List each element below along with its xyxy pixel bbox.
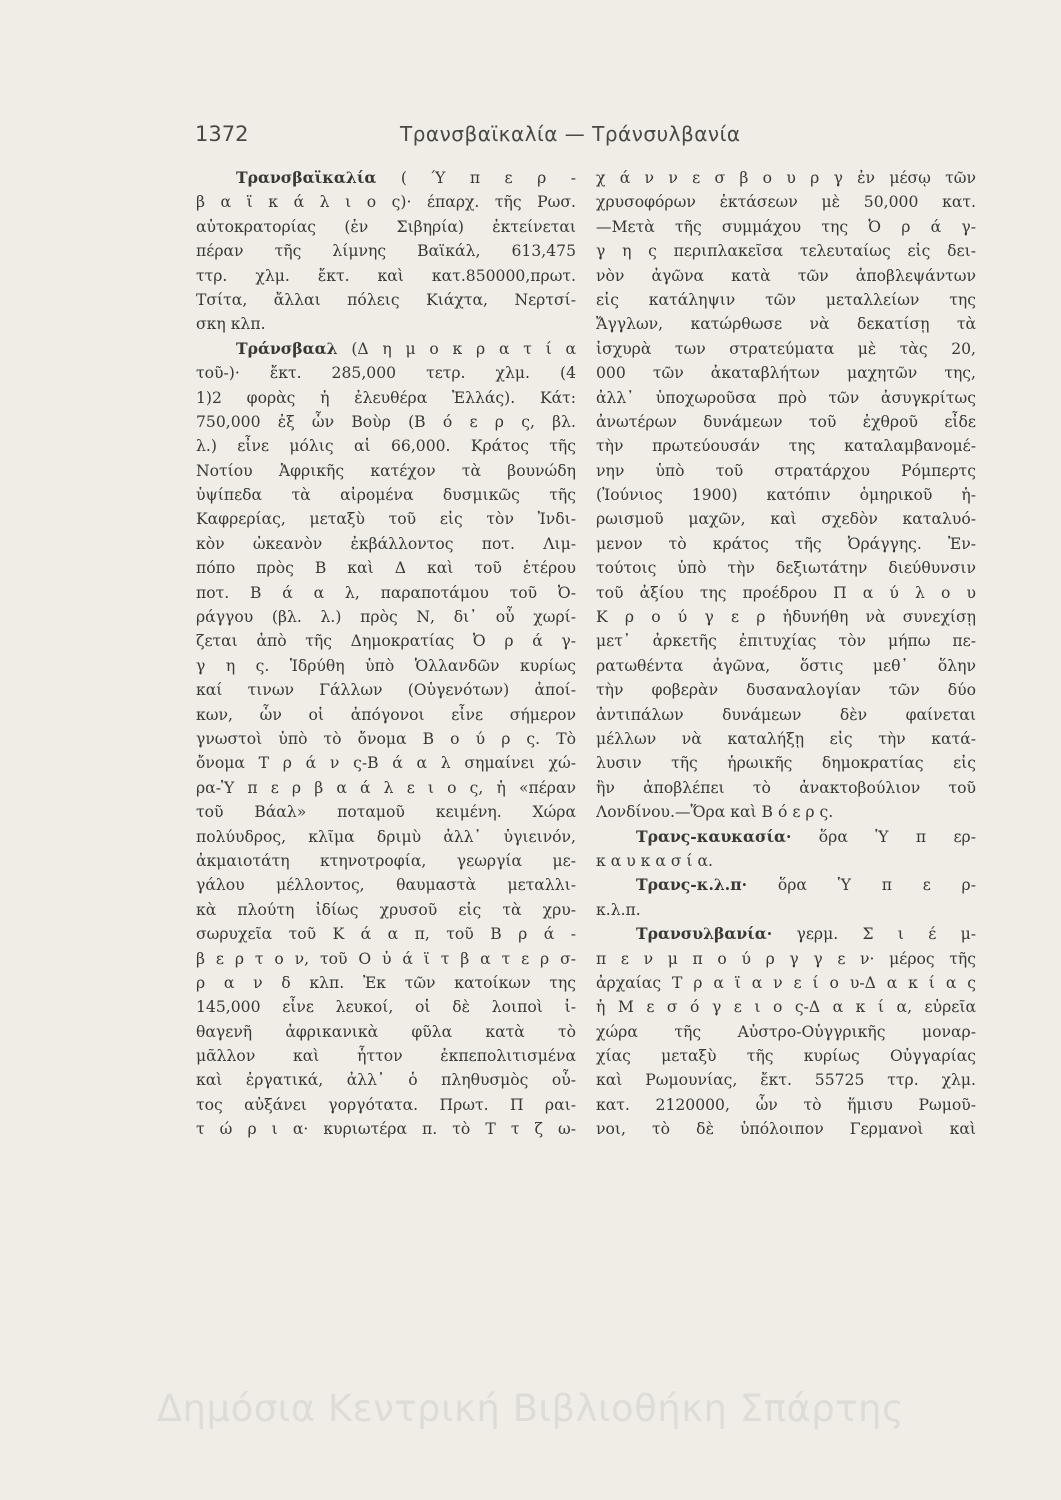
text-line: ζεται ἀπὸ τῆς Δημοκρατίας Ὀ ρ ά γ- <box>196 632 576 651</box>
text-line: καὶ ἐργατικά, ἀλλ᾽ ὁ πληθυσμὸς οὗ- <box>196 1071 576 1090</box>
text-line: τοῦ ἀξίου της προέδρου Π α ύ λ ο υ <box>596 583 976 602</box>
text-line: γ η ς. Ἱδρύθη ὑπὸ Ὁλλανδῶν κυρίως <box>196 656 576 675</box>
text-line: γ η ς περιπλακεῖσα τελευταίως εἰς δει- <box>596 242 976 261</box>
text-line: κατ. 2120000, ὧν τὸ ἥμισυ Ρωμοῦ- <box>596 1095 976 1114</box>
text-line: θαγενῆ ἀφρικανικὰ φῦλα κατὰ τὸ <box>196 1022 576 1041</box>
text-line: 145,000 εἶνε λευκοί, οἱ δὲ λοιποὶ ἰ- <box>196 998 576 1017</box>
text-line: Λονδίνου.—Ὅρα καὶ Β ό ε ρ ς. <box>596 803 834 822</box>
text-line: σωρυχεῖα τοῦ Κ ά α π, τοῦ Β ρ ά - <box>196 925 576 944</box>
text-line: νὸν ἀγῶνα κατὰ τῶν ἀποβλεψάντων <box>596 266 976 285</box>
text-line: Τρανς-κ.λ.π· ὅρα Ὑ π ε ρ- <box>636 875 976 895</box>
text-line: ρατωθέντα ἀγῶνα, ὅστις μεθ᾽ ὅλην <box>596 656 976 675</box>
text-line: λυσιν τῆς ἡρωικῆς δημοκρατίας εἰς <box>596 754 976 773</box>
text-line: 1)2 φορὰς ἡ ἐλευθέρα Ἑλλάς). Κάτ: <box>196 388 576 407</box>
text-line: ὄνομα Τ ρ ά ν ς-Β ά α λ σημαίνει χώ- <box>196 754 576 773</box>
text-line: τοῦ-)· ἔκτ. 285,000 τετρ. χλμ. (4 <box>196 364 576 383</box>
text-line: ράγγου (βλ. λ.) πρὸς Ν, δι᾽ οὗ χωρί- <box>196 608 576 627</box>
text-line: τ ώ ρ ι α· κυριωτέρα π. τὸ Τ τ ζ ω- <box>196 1120 576 1139</box>
text-line: νην ὑπὸ τοῦ στρατάρχου Ρόμπερτς <box>596 461 976 480</box>
text-line: ποτ. Β ά α λ, παραποτάμου τοῦ Ὀ- <box>196 583 576 602</box>
text-line: ὑψίπεδα τὰ αἰρομένα δυσμικῶς τῆς <box>196 486 576 505</box>
text-line: ἀνωτέρων δυνάμεων τοῦ ἐχθροῦ εἶδε <box>596 412 976 431</box>
text-line: ἀντιπάλων δυνάμεων δὲν φαίνεται <box>596 705 976 724</box>
text-line: ρ α ν δ κλπ. Ἐκ τῶν κατοίκων της <box>196 973 576 992</box>
text-line: τοῦ Βάαλ» ποταμοῦ κειμένη. Χώρα <box>196 803 576 822</box>
page-header <box>195 122 825 152</box>
text-line: μενον τὸ κράτος τῆς Ὀράγγης. Ἐν- <box>596 534 976 553</box>
text-line: κὸν ὠκεανὸν ἐκβάλλοντος ποτ. Λιμ- <box>196 534 576 553</box>
text-line: β α ϊ κ ά λ ι ο ς)· έπαρχ. τῆς Ρωσ. <box>196 193 576 212</box>
left-column <box>196 166 576 1142</box>
text-line: τούτοις ὑπὸ τὴν δεξιωτάτην διεύθυνσιν <box>596 559 976 578</box>
text-line: Νοτίου Ἀφρικῆς κατέχον τὰ βουνώδη <box>196 461 576 480</box>
text-line: ἀλλ᾽ ὑποχωροῦσα πρὸ τῶν ἀσυγκρίτως <box>596 388 976 407</box>
text-line: ἡ Μ ε σ ό γ ε ι ο ς-Δ α κ ί α, εὐρεῖα <box>596 998 976 1017</box>
text-line: ττρ. χλμ. ἔκτ. καὶ κατ.850000,πρωτ. <box>196 266 576 285</box>
text-line: χρυσοφόρων ἐκτάσεων μὲ 50,000 κατ. <box>596 193 976 212</box>
text-line: ἀκμαιοτάτη κτηνοτροφία, γεωργία με- <box>196 851 576 870</box>
text-line: Τσίτα, ἄλλαι πόλεις Κιάχτα, Νερτσί- <box>196 290 576 309</box>
text-line: ρωισμοῦ μαχῶν, καὶ σχεδὸν καταλυό- <box>596 510 976 529</box>
entry-headword: Τρανς-καυκασία· <box>636 826 792 846</box>
text-line: εἰς κατάληψιν τῶν μεταλλείων της <box>596 290 976 309</box>
text-line: γάλου μέλλοντος, θαυμαστὰ μεταλλι- <box>196 876 576 895</box>
text-line: ἰσχυρὰ των στρατεύματα μὲ τὰς 20, <box>596 339 976 358</box>
library-watermark: Δημόσια Κεντρική Βιβλιοθήκη Σπάρτης <box>156 1387 905 1430</box>
text-line: μᾶλλον καὶ ἧττον ἐκπεπολιτισμένα <box>196 1047 576 1066</box>
running-head: Τρανσβαϊκαλία — Τράνσυλβανία <box>400 122 741 146</box>
text-line: β ε ρ τ ο ν, τοῦ Ο ὐ ά ϊ τ β α τ ε ρ σ- <box>196 949 576 968</box>
text-line: ἀρχαίας Τ ρ α ϊ α ν ε ί ο υ-Δ α κ ί α ς <box>596 973 976 992</box>
text-line: λ.) εἶνε μόλις αἱ 66,000. Κράτος τῆς <box>196 437 576 456</box>
text-line: καί τινων Γάλλων (Οὑγενότων) ἀποί- <box>196 681 576 700</box>
text-line: Τρανσβαϊκαλία ( Ύ π ε ρ - <box>236 168 576 187</box>
text-line: Καφρερίας, μεταξὺ τοῦ εἰς τὸν Ἰνδι- <box>196 510 576 529</box>
entry-headword: Τράνσβααλ <box>236 338 338 358</box>
text-line: (Ἰούνιος 1900) κατόπιν ὁμηρικοῦ ἡ- <box>596 486 976 505</box>
page-number: 1372 <box>195 122 249 146</box>
text-line: αὐτοκρατορίας (ἐν Σιβηρία) ἐκτείνεται <box>196 217 576 236</box>
text-line: 750,000 ἐξ ὧν Βοὺρ (Β ό ε ρ ς, βλ. <box>196 412 576 431</box>
text-line: μετ᾽ ἀρκετῆς ἐπιτυχίας τὸν μήπω πε- <box>596 632 976 651</box>
text-line: ρα-Ὑ π ε ρ β α ά λ ε ι ο ς, ἡ «πέραν <box>196 778 576 797</box>
text-line: —Μετὰ τῆς συμμάχου της Ὀ ρ ά γ- <box>596 217 976 236</box>
text-line: χίας μεταξὺ τῆς κυρίως Οὐγγαρίας <box>596 1047 976 1066</box>
text-line: τος αὐξάνει γοργότατα. Πρωτ. Π ραι- <box>196 1095 576 1114</box>
text-line: τὴν πρωτεύουσάν της καταλαμβανομέ- <box>596 437 976 456</box>
text-line: Κ ρ ο ύ γ ε ρ ἠδυνήθη νὰ συνεχίσῃ <box>596 608 976 627</box>
right-column <box>596 166 976 1142</box>
text-line: κων, ὧν οἱ ἀπόγονοι εἶνε σήμερον <box>196 705 576 724</box>
text-line: τὴν φοβερὰν δυσαναλογίαν τῶν δύο <box>596 681 976 700</box>
text-line: σκη κλπ. <box>196 315 266 334</box>
entry-headword: Τρανσβαϊκαλία <box>236 168 377 187</box>
text-line: ἣν ἀποβλέπει τὸ ἀνακτοβούλιον τοῦ <box>596 778 976 797</box>
text-line: πέραν τῆς λίμνης Βαϊκάλ, 613,475 <box>196 242 576 261</box>
text-line: Τρανσυλβανία· γερμ. Σ ι έ μ- <box>636 924 976 944</box>
text-line: χώρα τῆς Αὐστρο-Οὐγγρικῆς μοναρ- <box>596 1022 976 1041</box>
entry-headword: Τρανσυλβανία· <box>636 924 773 944</box>
text-line: Ἄγγλων, κατώρθωσε νὰ δεκατίσῃ τὰ <box>596 315 976 334</box>
text-line: νοι, τὸ δὲ ὑπόλοιπον Γερμανοὶ καὶ <box>596 1120 976 1139</box>
text-line: Τρανς-καυκασία· ὅρα Ὑ π ερ- <box>636 826 976 846</box>
text-line: κ.λ.π. <box>596 900 641 919</box>
text-line: κ α υ κ α σ ί α. <box>596 851 713 870</box>
text-line: πόπο πρὸς Β καὶ Δ καὶ τοῦ ἑτέρου <box>196 559 576 578</box>
entry-headword: Τρανς-κ.λ.π· <box>636 875 748 895</box>
text-line: κὰ πλούτη ἰδίως χρυσοῦ εἰς τὰ χρυ- <box>196 900 576 919</box>
text-line: 000 τῶν ἀκαταβλήτων μαχητῶν της, <box>596 364 976 383</box>
text-line: χ ά ν ν ε σ β ο υ ρ γ ἐν μέσῳ τῶν <box>596 169 976 187</box>
text-line: Τράνσβααλ (Δ η μ ο κ ρ α τ ί α <box>236 338 576 358</box>
text-line: καὶ Ρωμουνίας, ἔκτ. 55725 ττρ. χλμ. <box>596 1071 976 1090</box>
text-line: π ε ν μ π ο ύ ρ γ γ ε ν· μέρος τῆς <box>596 949 976 968</box>
text-line: μέλλων νὰ καταλήξῃ εἰς τὴν κατά- <box>596 729 976 748</box>
text-line: γνωστοὶ ὑπὸ τὸ ὄνομα Β ο ύ ρ ς. Τὸ <box>196 729 576 748</box>
text-line: πολύυδρος, κλῖμα δριμὺ ἀλλ᾽ ὑγιεινόν, <box>196 827 576 846</box>
